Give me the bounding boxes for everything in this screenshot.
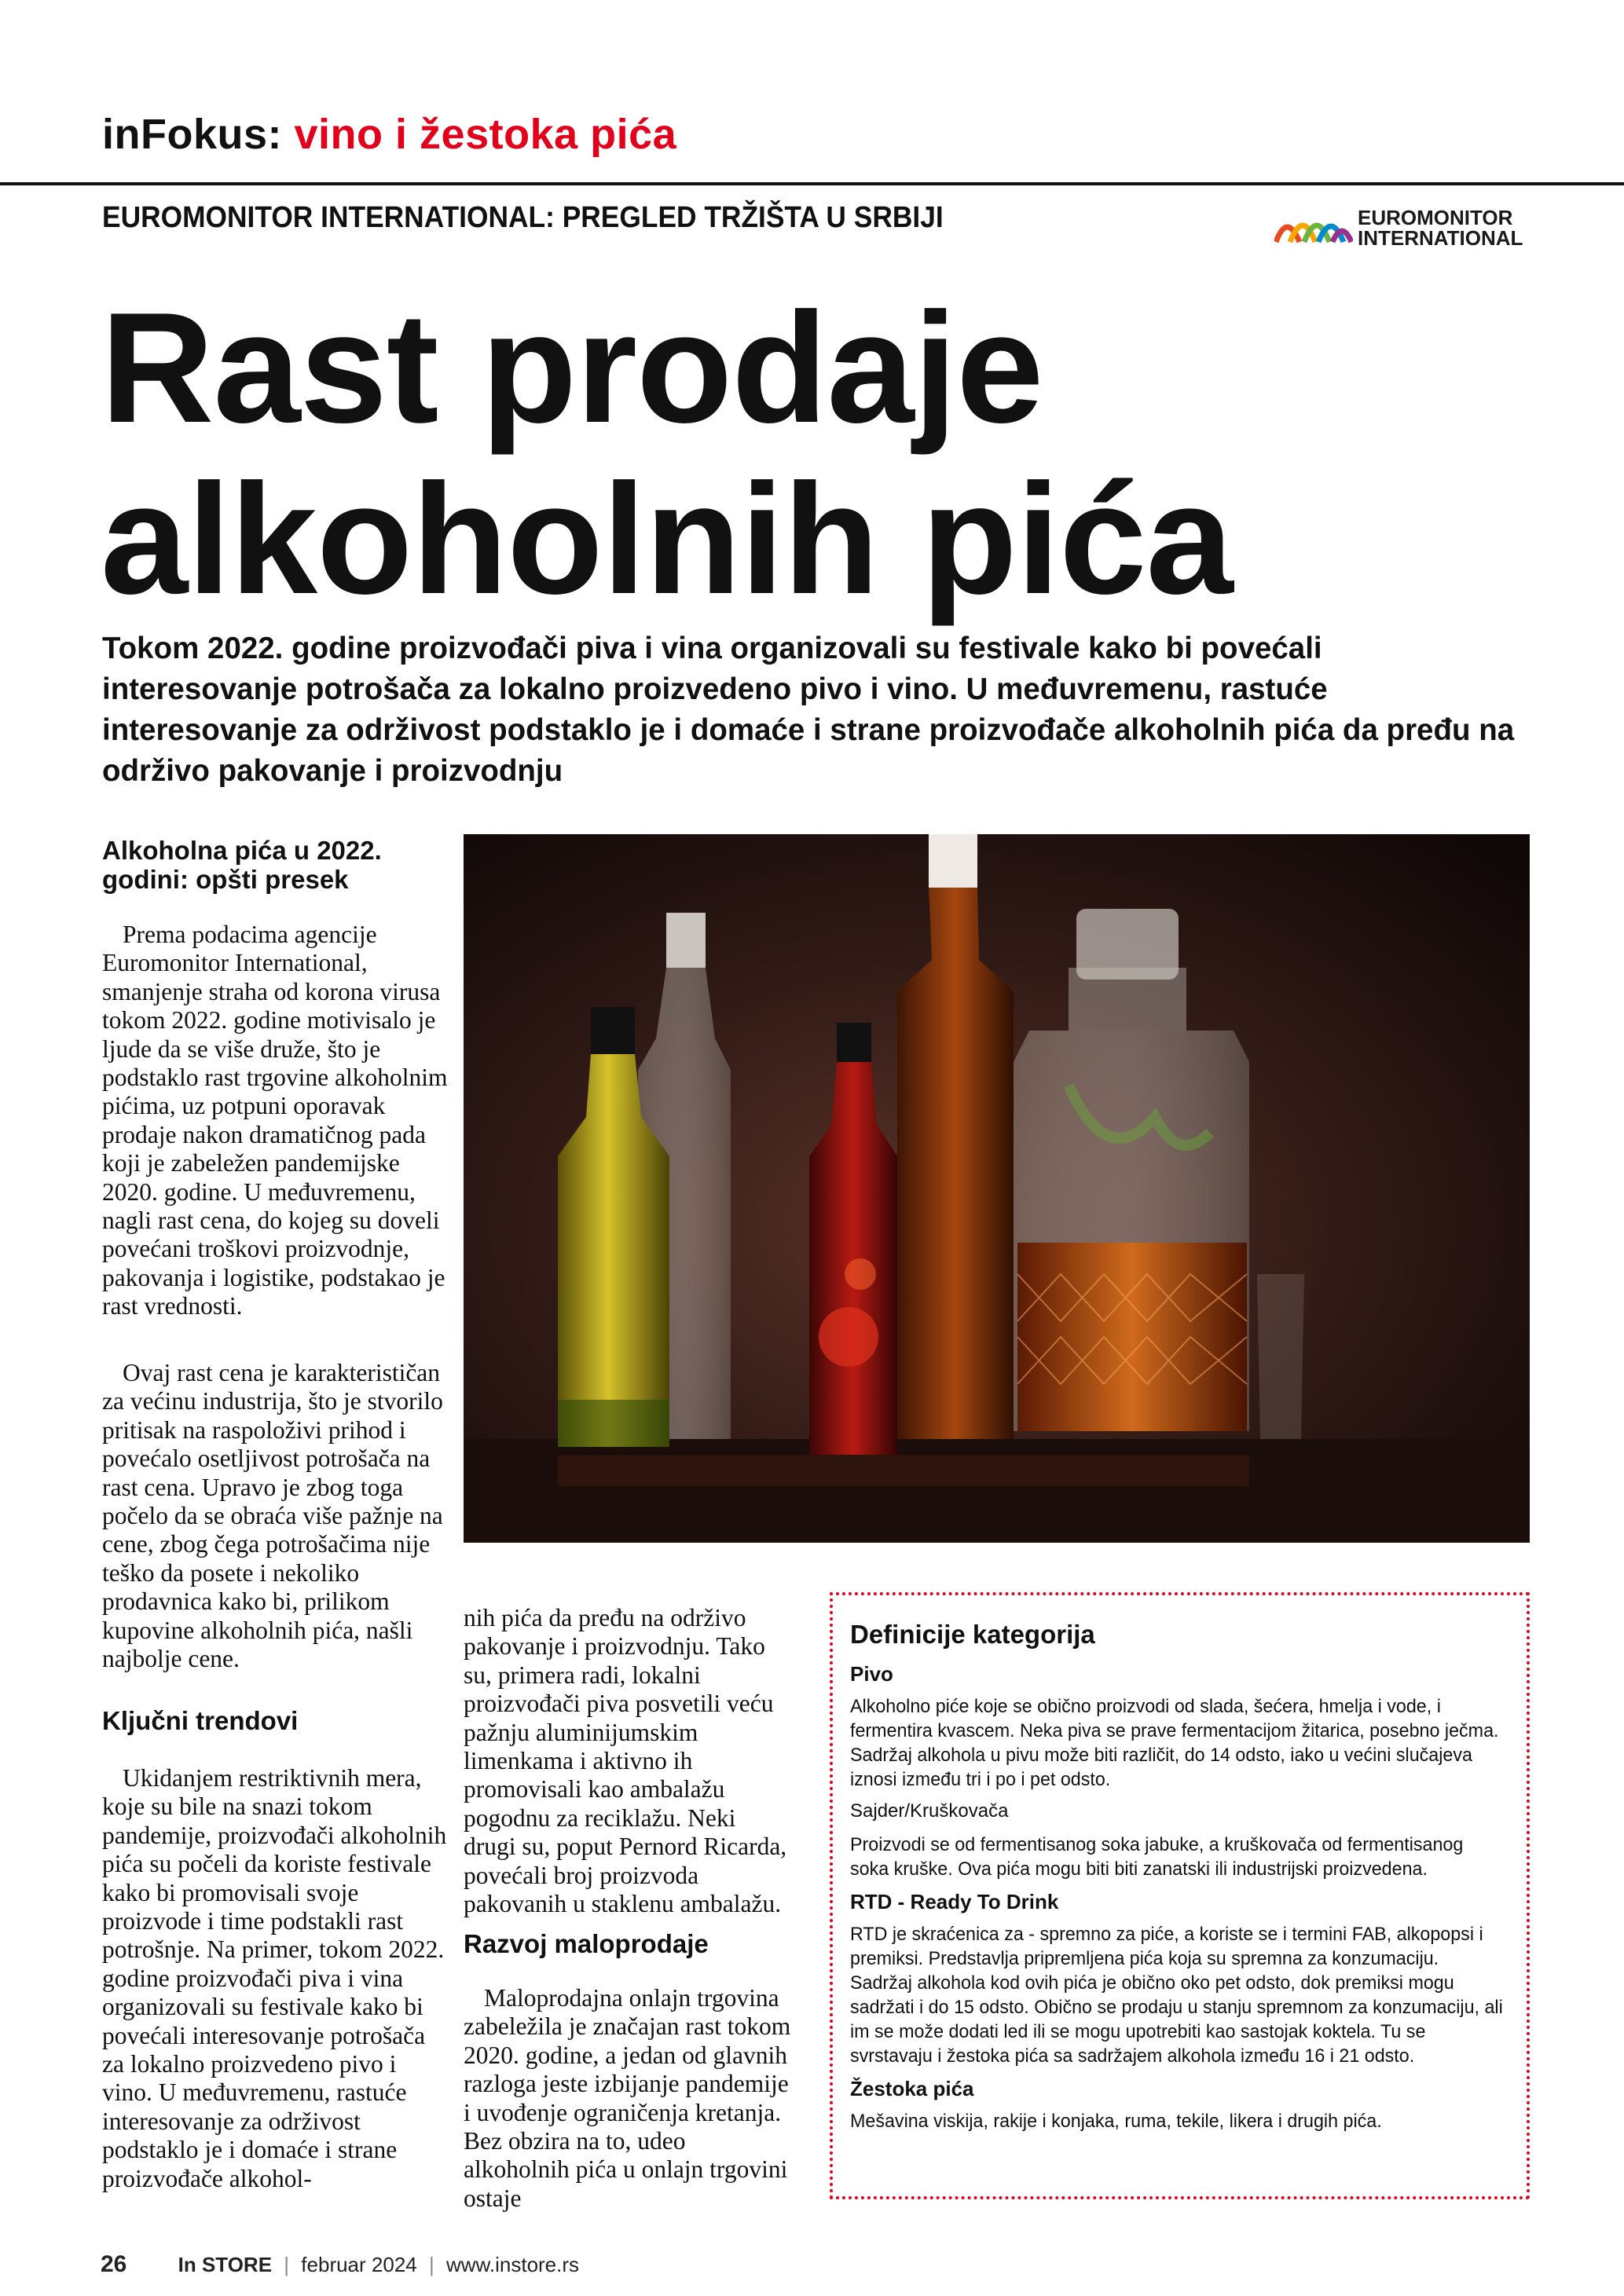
definitions-box bbox=[830, 1592, 1530, 2199]
headline-line-2: alkoholnih pića bbox=[101, 452, 1233, 627]
magazine-name: STORE bbox=[201, 2253, 273, 2276]
page-footer bbox=[101, 2251, 579, 2278]
article-paragraph-3: Ukidanjem restriktivnih mera, koje su bile na snazi tokom pandemije, proizvođači alkoholnih pića su počeli da koriste festivale kako bi promovisali svoje proizvode i time podstakli rast potrošnje. Na primer, tokom 2022. godine proizvođači piva i vina organizovali su festivale kako bi povećali interesovanje potrošača za lokalno proizvedeno pivo i vino. U međuvremenu, rastuće interesovanje za održivost podstaklo je i domaće i strane proizvođače alkohol- bbox=[102, 1764, 447, 2192]
definition-spirits: Mešavina viskija, rakije i konjaka, ruma, tekile, likera i drugih pića. bbox=[850, 2111, 1382, 2132]
bottles-photo bbox=[464, 834, 1530, 1543]
category-cider: Sajder/Kruškovača bbox=[850, 1800, 1009, 1822]
kicker: EUROMONITOR INTERNATIONAL: PREGLED TRŽIŠTA U SRBIJI bbox=[102, 201, 944, 234]
headline-line-1: Rast prodaje bbox=[101, 280, 1043, 456]
article-paragraph-1: Prema podacima agencije Euromonitor International, smanjenje straha od korona virusa tokom 2022. godine motivisalo je ljude da se više druže, što je podstaklo rast trgovine alkoholnim pićima, uz potpuni oporavak prodaje nakon dramatičnog pada koji je zabeležen pandemijske 2020. godine. U međuvremenu, nagli rast cena, do kojeg su doveli povećani troškovi proizvodnje, pakovanja i logistike, podstakao je rast vrednosti. bbox=[102, 921, 448, 1320]
lede: Tokom 2022. godine proizvođači piva i vina organizovali su festivale kako bi povećali interesovanje potrošača za lokalno proizvedeno pivo i vino. U međuvremenu, rastuće interesovanje za održivost podstaklo je i domaće i strane proizvođače alkoholnih pića da pređu na održivo pakovanje i proizvodnju bbox=[102, 632, 1515, 788]
magazine-mark bbox=[178, 2253, 278, 2276]
category-beer: Pivo bbox=[850, 1662, 893, 1686]
footer-separator: | bbox=[428, 2253, 434, 2276]
section-prefix: inFokus: bbox=[102, 111, 282, 158]
article-paragraph-4: nih pića da pređu na održivo pakovanje i proizvodnju. Tako su, primera radi, lokalni proizvođači piva posvetili veću pažnju aluminijumskim limenkama i aktivno ih promovisali kao ambalažu pogodnu za reciklažu. Neki drugi su, poput Pernord Ricarda, povećali broj proizvoda pakovanih u staklenu ambalažu. bbox=[464, 1604, 787, 1918]
definitions-title: Definicije kategorija bbox=[850, 1620, 1095, 1649]
logo-line-1: EUROMONITOR bbox=[1358, 206, 1513, 229]
subhead-retail: Razvoj maloprodaje bbox=[464, 1929, 709, 1958]
definition-rtd: RTD je skraćenica za - spremno za piće, a koriste se i termini FAB, alkopopsi i premiksi. Predstavlja pripremljena pića koja su spremna za konzumaciju. Sadržaj alkohola kod ovih pića je obično oko pet odsto, dok premiksi mogu sadržati i do 15 odsto. Obično se prodaju u stanju spremnom za konzumaciju, ali im se može dodati led ili se mogu upotrebiti kao sastojak koktela. Tu se svrstavaju i žestoka pića sa sadržajem alkohola između 16 i 21 odsto. bbox=[850, 1924, 1503, 2067]
category-spirits: Žestoka pića bbox=[850, 2077, 974, 2100]
issue-date: februar 2024 bbox=[301, 2253, 417, 2276]
article-paragraph-5: Maloprodajna onlajn trgovina zabeležila je značajan rast tokom 2020. godine, a jedan od glavnih razloga jeste izbijanje pandemije i uvođenje ograničenja kretanja. Bez obzira na to, udeo alkoholnih pića u onlajn trgovini ostaje bbox=[464, 1984, 791, 2212]
arch-logo-icon bbox=[1274, 209, 1353, 244]
website-link[interactable]: www.instore.rs bbox=[445, 2253, 580, 2276]
category-rtd: RTD - Ready To Drink bbox=[850, 1890, 1059, 1913]
top-rule bbox=[0, 182, 1624, 185]
page-number: 26 bbox=[101, 2251, 127, 2277]
subhead-overview: Alkoholna pića u 2022. godini: opšti presek bbox=[102, 836, 382, 894]
section-label bbox=[102, 110, 676, 159]
article-paragraph-2: Ovaj rast cena je karakterističan za većinu industrija, što je stvorilo pritisak na raspoloživi prihod i povećalo osetljivost potrošača na rast cena. Upravo je zbog toga počelo da se obraća više pažnje na cene, zbog čega potrošačima nije teško da posete i nekoliko prodavnica kako bi, prilikom kupovine alkoholnih pića, našli najbolje cene. bbox=[102, 1359, 443, 1673]
logo-line-2: INTERNATIONAL bbox=[1358, 226, 1523, 250]
definition-cider: Proizvodi se od fermentisanog soka jabuke, a kruškovača od fermentisanog soka kruške. Ova pića mogu biti biti zanatski ili industrijski proizvedena. bbox=[850, 1834, 1464, 1880]
definition-beer: Alkoholno piće koje se obično proizvodi od slada, šećera, hmelja i vode, i fermentira kvascem. Neka piva se prave fermentacijom žitarica, posebno ječma. Sadržaj alkohola u pivu može biti različit, do 14 odsto, iako u većini slučajeva iznosi između tri i po i pet odsto. bbox=[850, 1696, 1499, 1790]
euromonitor-logo bbox=[1274, 207, 1526, 251]
headline bbox=[101, 280, 1233, 627]
magazine-mark-text: In bbox=[178, 2253, 196, 2276]
subhead-trends: Ključni trendovi bbox=[102, 1706, 299, 1735]
section-topic: vino i žestoka pića bbox=[294, 111, 677, 158]
footer-separator: | bbox=[284, 2253, 290, 2276]
